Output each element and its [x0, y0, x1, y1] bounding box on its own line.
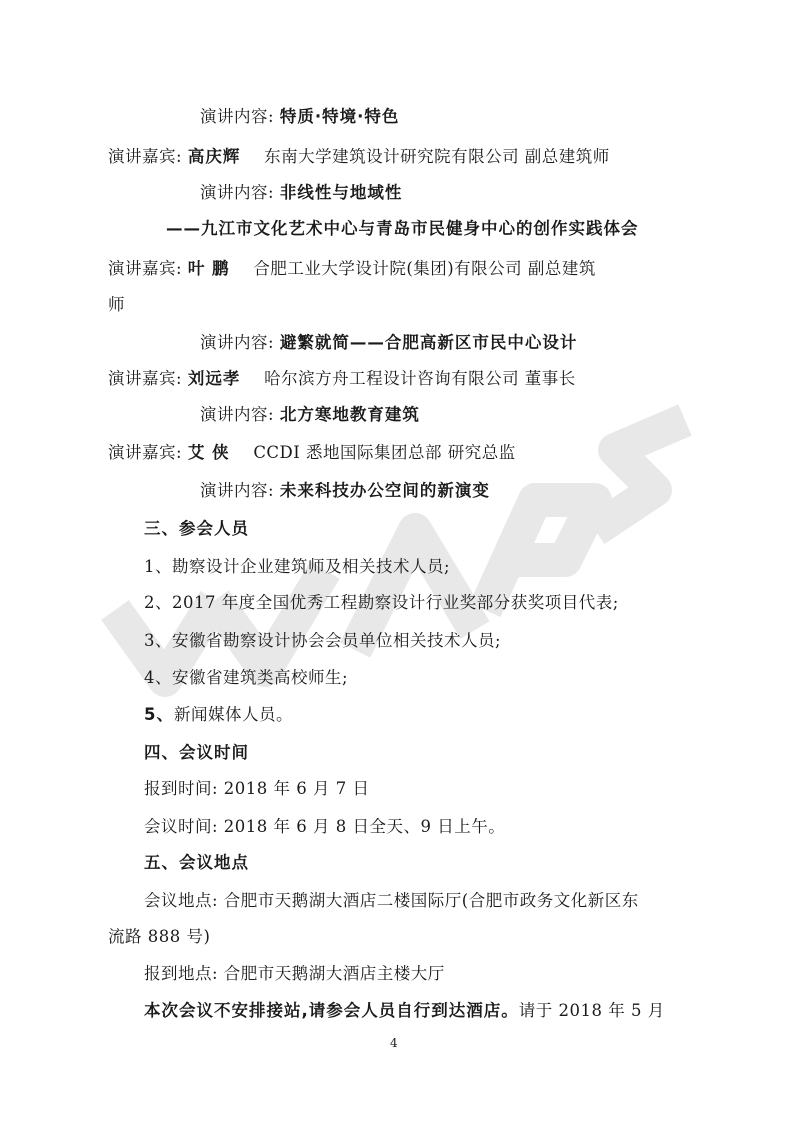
speech-title: 避繁就简——合肥高新区市民中心设计 [279, 333, 578, 352]
speaker-name: 艾 侠 [187, 443, 230, 462]
label: 演讲嘉宾: [108, 147, 183, 166]
speech-content-line [200, 404, 420, 426]
label: 演讲嘉宾: [108, 259, 183, 278]
speaker-org: 东南大学建筑设计研究院有限公司 副总建筑师 [264, 147, 610, 166]
notice-bold: 本次会议不安排接站,请参会人员自行到达酒店。 [144, 1001, 519, 1020]
speaker-line [108, 146, 610, 168]
label: 演讲内容: [200, 333, 275, 352]
speech-title: 北方寒地教育建筑 [279, 405, 420, 424]
list-number: 5、 [144, 705, 174, 724]
section-heading: 三、参会人员 [144, 519, 249, 538]
speaker-org-continued: 师 [108, 295, 125, 314]
label: 演讲内容: [200, 183, 275, 202]
list-item [144, 704, 293, 726]
list-text: 新闻媒体人员。 [173, 705, 293, 724]
pickup-notice [144, 1000, 665, 1022]
speech-content-line [200, 106, 399, 128]
label: 演讲嘉宾: [108, 369, 183, 388]
speaker-org: CCDI 悉地国际集团总部 研究总监 [253, 443, 516, 462]
speech-title: 非线性与地域性 [279, 183, 403, 202]
report-time: 报到时间: 2018 年 6 月 7 日 [144, 779, 370, 798]
page-number: 4 [390, 1036, 398, 1050]
venue-continued: 流路 888 号) [108, 927, 211, 946]
list-item: 1、勘察设计企业建筑师及相关技术人员; [144, 557, 451, 576]
label: 演讲内容: [200, 481, 275, 500]
speaker-org: 合肥工业大学设计院(集团)有限公司 副总建筑 [253, 259, 596, 278]
label: 演讲嘉宾: [108, 443, 183, 462]
list-item: 4、安徽省建筑类高校师生; [144, 668, 349, 687]
list-item: 3、安徽省勘察设计协会会员单位相关技术人员; [144, 631, 502, 650]
speech-title: 未来科技办公空间的新演变 [279, 481, 490, 500]
speech-content-line [200, 480, 490, 502]
speech-subtitle: ——九江市文化艺术中心与青岛市民健身中心的创作实践体会 [166, 219, 639, 238]
speaker-name: 刘远孝 [187, 369, 241, 388]
section-heading: 四、会议时间 [144, 743, 249, 762]
section-heading: 五、会议地点 [144, 853, 249, 872]
meeting-time: 会议时间: 2018 年 6 月 8 日全天、9 日上午。 [144, 817, 506, 836]
speech-content-line [200, 332, 577, 354]
label: 演讲内容: [200, 107, 275, 126]
notice-text: 请于 2018 年 5 月 [518, 1001, 665, 1020]
speaker-line [108, 442, 516, 464]
list-item: 2、2017 年度全国优秀工程勘察设计行业奖部分获奖项目代表; [144, 593, 619, 612]
speech-content-line [200, 182, 402, 204]
checkin-location: 报到地点: 合肥市天鹅湖大酒店主楼大厅 [144, 964, 445, 983]
speaker-org: 哈尔滨方舟工程设计咨询有限公司 董事长 [264, 369, 576, 388]
speaker-line [108, 368, 576, 390]
speech-title: 特质·特境·特色 [279, 107, 400, 126]
speaker-name: 高庆辉 [187, 147, 241, 166]
speaker-line [108, 258, 596, 280]
venue: 会议地点: 合肥市天鹅湖大酒店二楼国际厅(合肥市政务文化新区东 [144, 891, 639, 910]
label: 演讲内容: [200, 405, 275, 424]
speaker-name: 叶 鹏 [187, 259, 230, 278]
